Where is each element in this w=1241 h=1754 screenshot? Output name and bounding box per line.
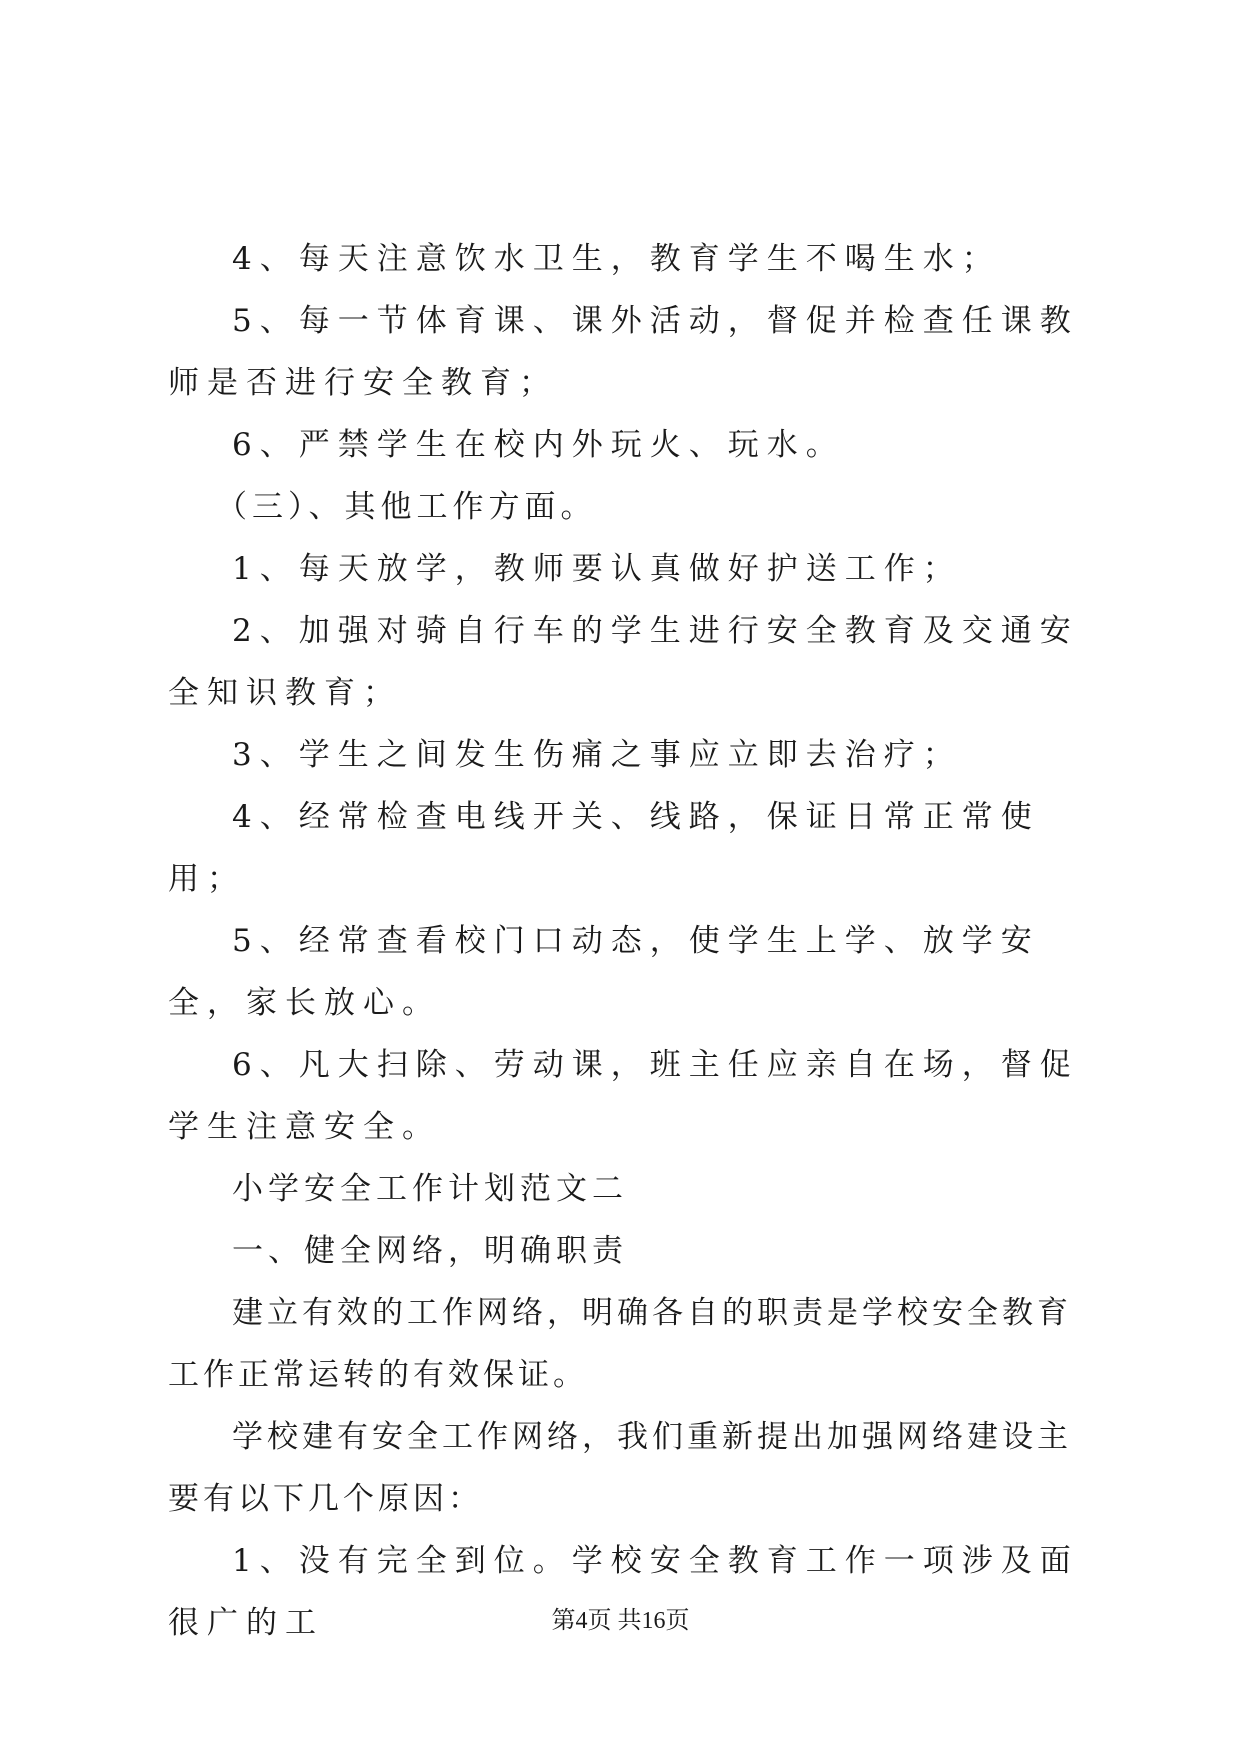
- paragraph: 1、每天放学，教师要认真做好护送工作；: [232, 551, 962, 587]
- paragraph: 6、凡大扫除、劳动课，班主任应亲自在场，督促学生注意安全。: [168, 1047, 1079, 1145]
- paragraph: 4、经常检查电线开关、线路，保证日常正常使用；: [168, 799, 1040, 897]
- paragraph: 6、严禁学生在校内外玩火、玩水。: [232, 427, 845, 463]
- page-footer: [0, 1600, 1241, 1635]
- paragraph: 3、学生之间发生伤痛之事应立即去治疗；: [232, 737, 962, 773]
- paragraph: 5、经常查看校门口动态，使学生上学、放学安全，家长放心。: [168, 923, 1040, 1021]
- paragraph: 5、每一节体育课、课外活动，督促并检查任课教师是否进行安全教育；: [168, 303, 1079, 401]
- section-heading: 一、健全网络，明确职责: [232, 1233, 628, 1269]
- article-title: 小学安全工作计划范文二: [232, 1171, 628, 1207]
- paragraph: 学校建有安全工作网络，我们重新提出加强网络建设主要有以下几个原因：: [168, 1419, 1072, 1517]
- section-heading: （三）、其他工作方面。: [216, 489, 597, 525]
- page-number-label: 第4页 共16页: [551, 1608, 690, 1634]
- paragraph: 1、没有完全到位。学校安全教育工作一项涉及面很广的工: [168, 1543, 1079, 1641]
- paragraph: 4、每天注意饮水卫生，教育学生不喝生水；: [232, 241, 1001, 277]
- body-text: [168, 228, 1088, 1654]
- paragraph: 建立有效的工作网络，明确各自的职责是学校安全教育工作正常运转的有效保证。: [168, 1295, 1072, 1393]
- paragraph: 2、加强对骑自行车的学生进行安全教育及交通安全知识教育；: [168, 613, 1079, 711]
